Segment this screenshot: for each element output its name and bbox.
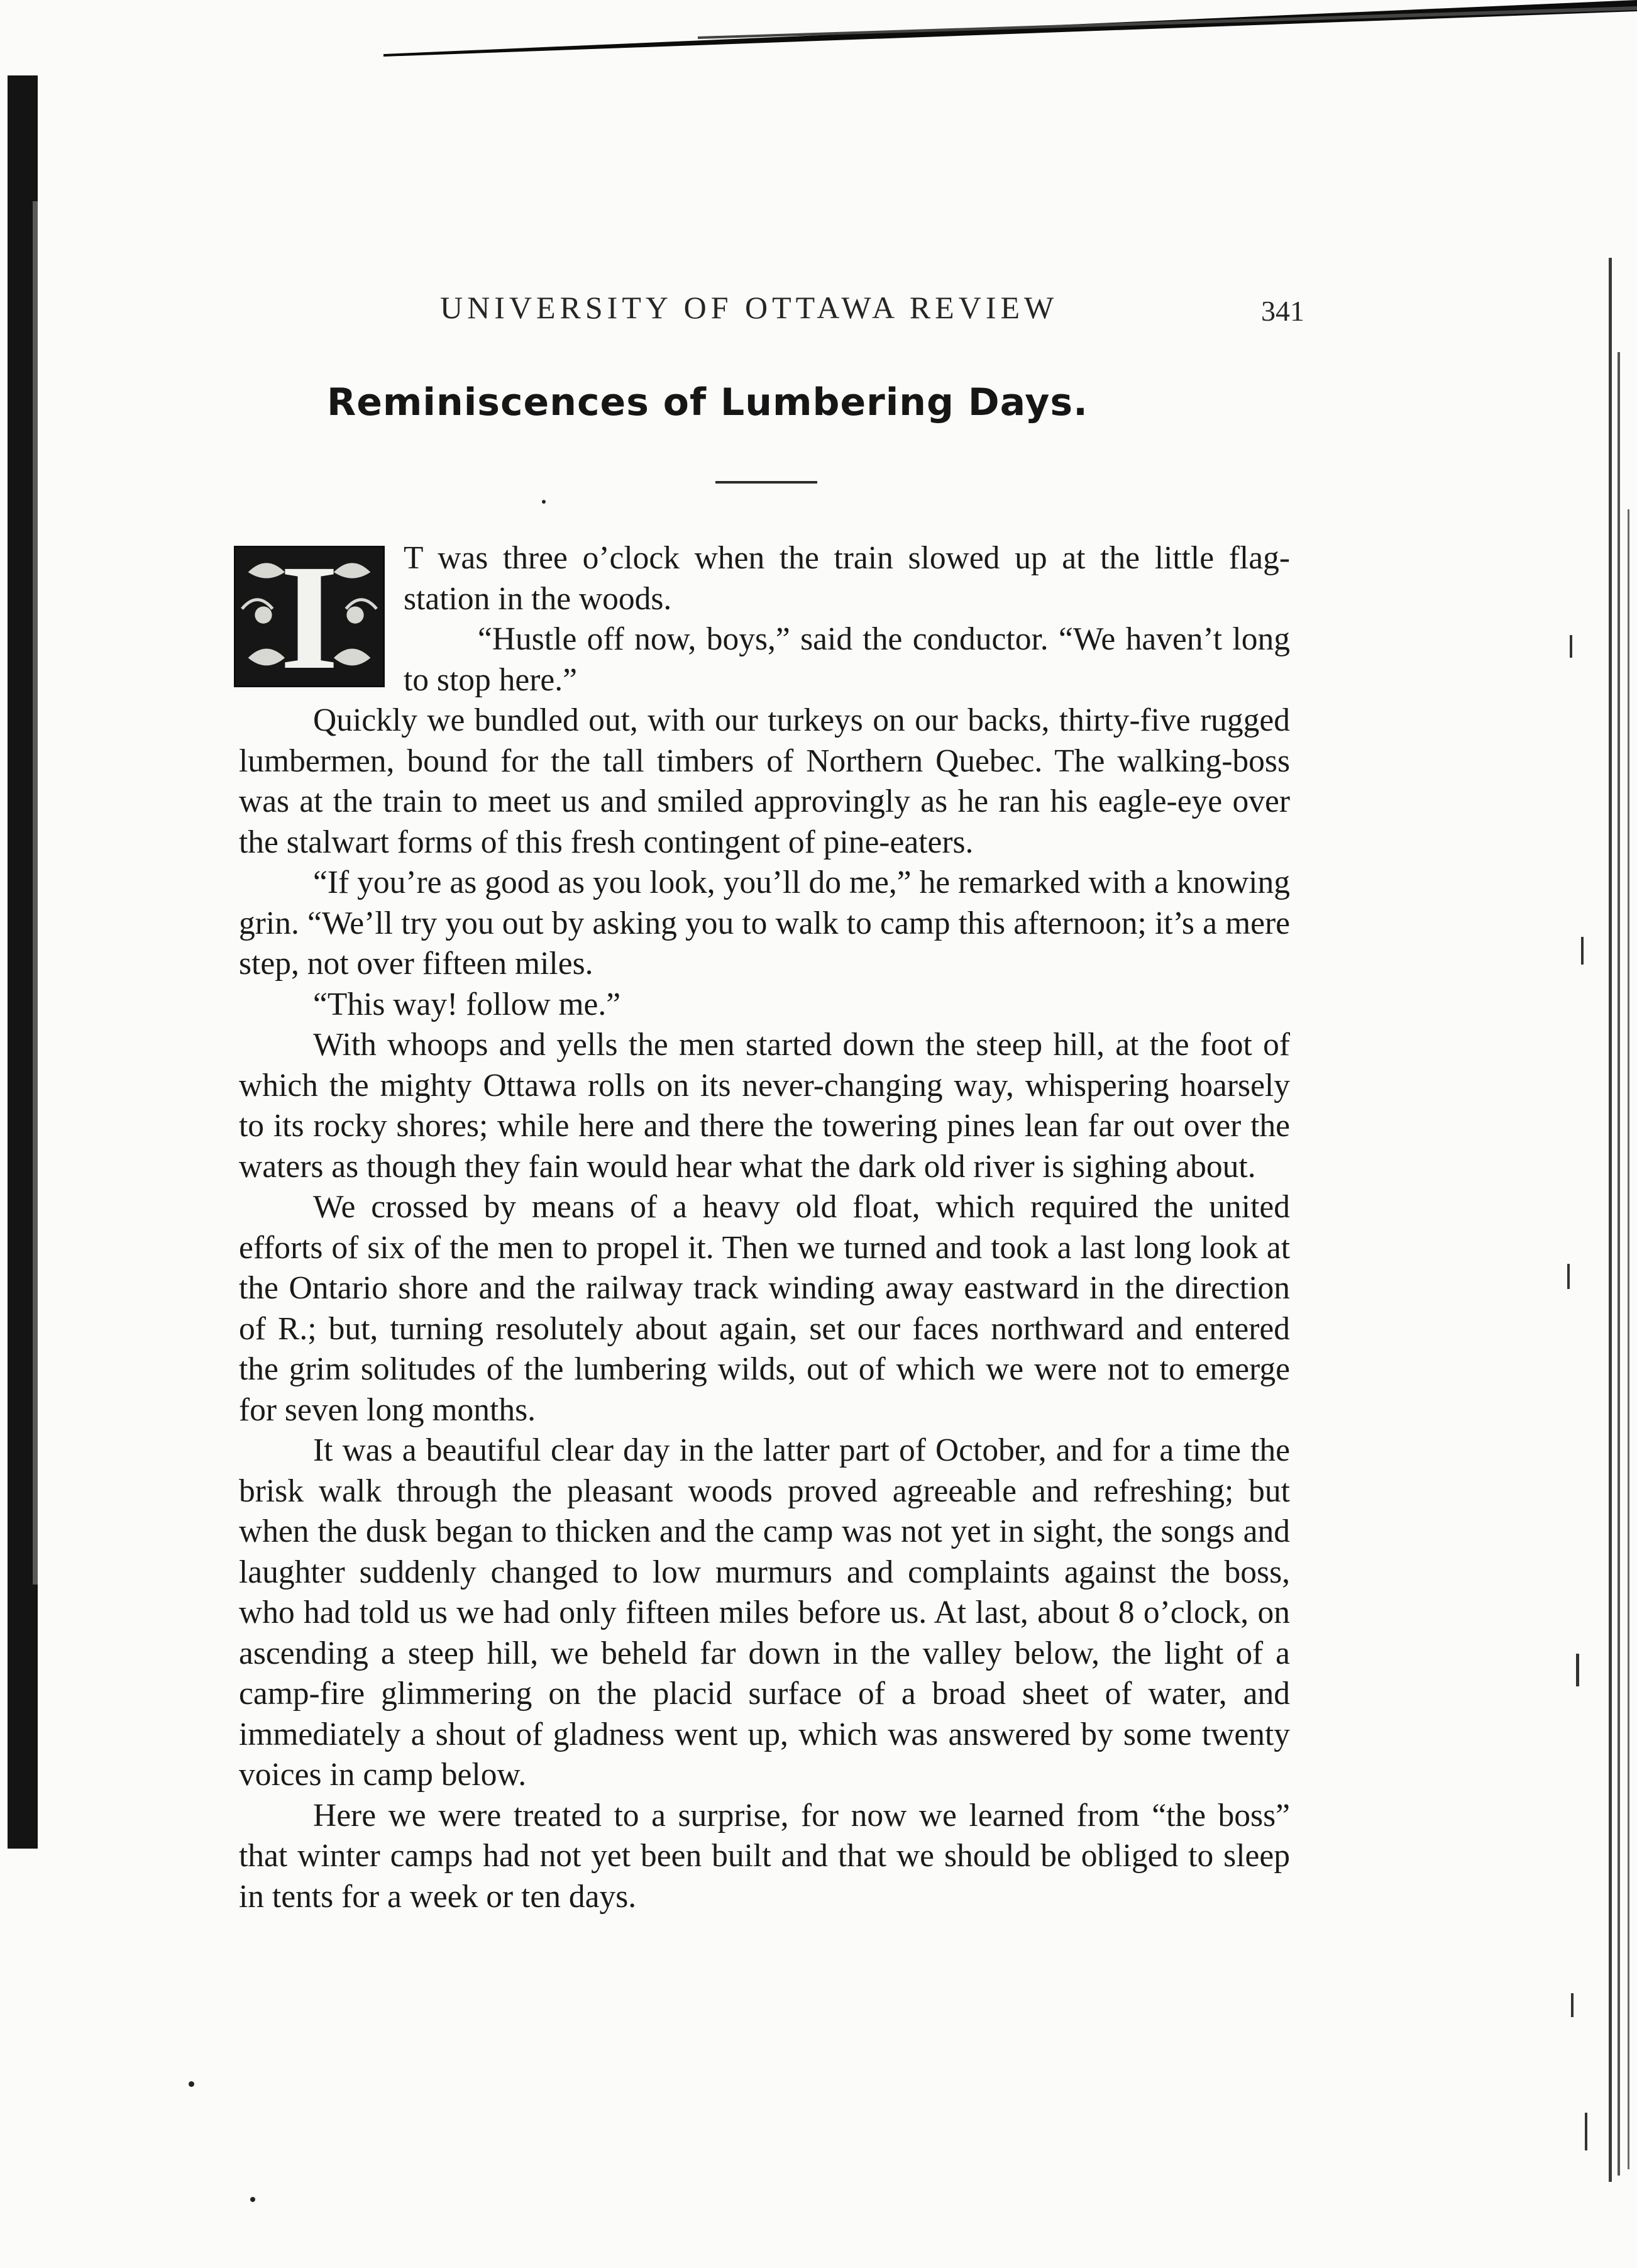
- paragraph: Here we were treated to a surprise, for now we learned from “the boss” that winter camps had not yet been built and that we should be obliged to sleep in tents for a week or ten days.: [239, 1797, 1290, 1915]
- scan-edge-left: [0, 75, 50, 1849]
- paragraph: It was a beautiful clear day in the latter part of October, and for a time the brisk walk through the pleasant woods proved agreeable and refreshing; but when the dusk began to thicken and the camp was not yet in sight, the songs and laughter suddenly changed to low murmurs and complaints against the boss, who had told us we had only fifteen miles before us. At last, about 8 o’clock, on ascending a steep hill, we beheld far down in the valley below, the light of a camp-fire glimmering on the placid surface of a broad sheet of water, and immediately a shout of gladness went up, which was answered by some twenty voices in camp below.: [239, 1432, 1290, 1793]
- article-title: Reminiscences of Lumbering Days.: [327, 380, 1088, 424]
- scan-speck: [542, 500, 546, 504]
- drop-cap-space: [239, 538, 404, 695]
- paragraph: [239, 538, 1290, 619]
- first-paragraph-text: T was three o’clock when the train slowed up at the little flag-station in the woods.: [404, 540, 1290, 617]
- drop-cap-letter: I: [280, 546, 339, 687]
- title-rule: [715, 481, 817, 484]
- running-header: [440, 284, 1304, 335]
- paragraph: With whoops and yells the men started down the steep hill, at the foot of which the mighty Ottawa rolls on its never-changing way, whispering hoarsely to its rocky shores; while here and there the towering pines lean far out over the waters as though they fain would hear what the dark old river is sighing about.: [239, 1027, 1290, 1185]
- page-number: 341: [1261, 295, 1304, 327]
- paragraph: Quickly we bundled out, with our turkeys on our backs, thirty-five rugged lumbermen, bound for the tall timbers of Northern Quebec. The walking-boss was at the train to meet us and smiled approvingly as he ran his eagle-eye over the stalwart forms of this fresh contingent of pine-eaters.: [239, 702, 1290, 860]
- scan-speck: [189, 2081, 194, 2087]
- paragraph: We crossed by means of a heavy old float, which required the united efforts of six of the men to propel it. Then we turned and took a last long look at the Ontario shore and the railway track winding away eastward in the direction of R.; but, turning resolutely about again, set our faces northward and entered the grim solitudes of the lumbering wilds, out of which we were not to emerge for seven long months.: [239, 1189, 1290, 1428]
- paragraph: “Hustle off now, boys,” said the conductor. “We haven’t long to stop here.”: [404, 621, 1290, 698]
- running-head-title: UNIVERSITY OF OTTAWA REVIEW: [440, 290, 1059, 325]
- scan-edge-top: [383, 0, 1637, 60]
- scan-edge-right: [1543, 69, 1637, 2207]
- article-body: [239, 538, 1290, 1917]
- paragraph: “This way! follow me.”: [313, 986, 621, 1022]
- paragraph: “If you’re as good as you look, you’ll do me,” he remarked with a knowing grin. “We’ll try you out by asking you to walk to camp this afternoon; it’s a mere step, not over fifteen miles.: [239, 865, 1290, 982]
- scan-speck: [250, 2197, 255, 2202]
